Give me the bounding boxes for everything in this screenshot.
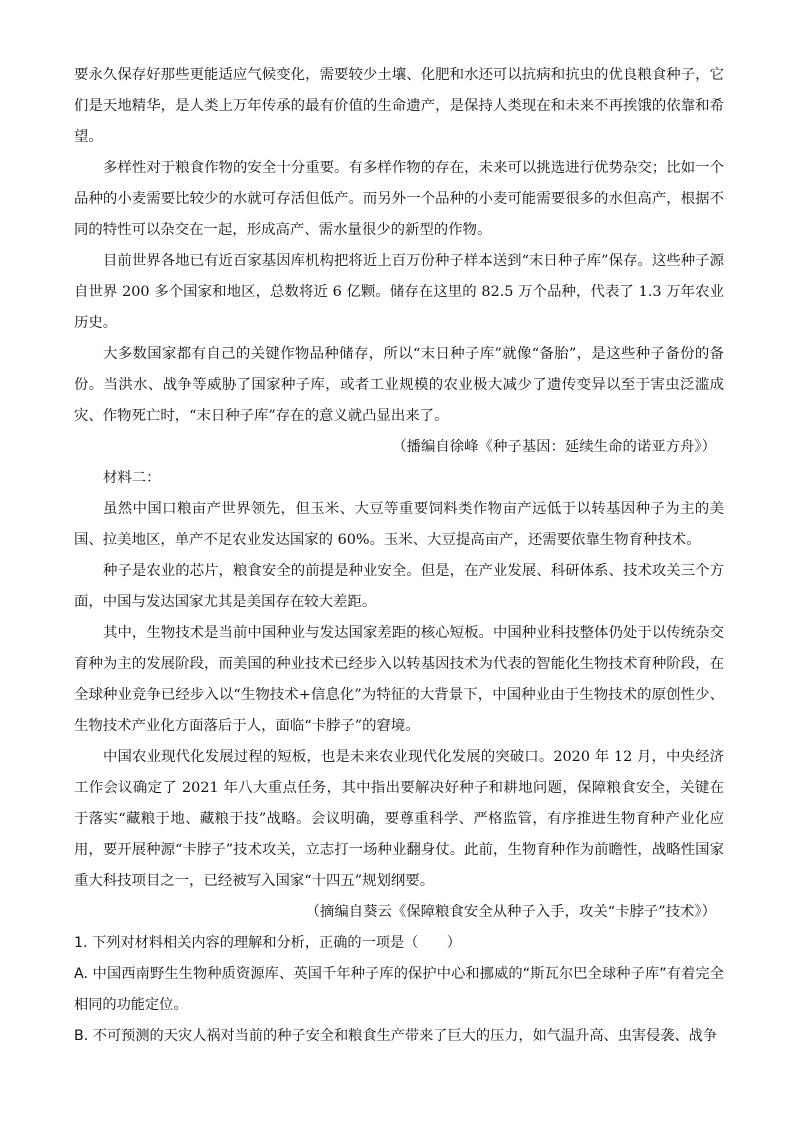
source-citation-1: （播编自徐峰《种子基因：延续生命的诺亚方舟》） bbox=[392, 439, 716, 455]
paragraph-seed-vault-stats: 目前世界各地已有近百家基因库机构把将近上百万份种子样本送到“末日种子库”保存。这些种子源自世界 200 多个国家和地区，总数将近 6 亿颗。储存在这里的 82.5 万个品种，代表了 1.3 万年农业历史。 bbox=[74, 253, 724, 331]
paragraph-biotech-gap: 其中，生物技术是当前中国种业与发达国家差距的核心短板。中国种业科技整体仍处于以传统杂交育种为主的发展阶段，而美国的种业技术已经步入以转基因技术为代表的智能化生物技术育种阶段，在全球种业竞争已经步入以“生物技术+信息化”为特征的大背景下，中国种业由于生物技术的原创性少、生物技术产业化方面落后于人，面临“卡脖子”的窘境。 bbox=[74, 625, 724, 734]
document-page bbox=[74, 60, 724, 1052]
source-citation-2: （摘编自葵云《保障粮食安全从种子入手，攻关“卡脖子”技术》） bbox=[305, 904, 716, 920]
paragraph-backup: 大多数国家都有自己的关键作物品种储存，所以“末日种子库”就像“备胎”，是这些种子备份的备份。当洪水、战争等威胁了国家种子库，或者工业规模的农业极大减少了遗传变异以至于害虫泛滥成灾、作物死亡时，“末日种子库”存在的意义就凸显出来了。 bbox=[74, 346, 724, 424]
paragraph-yield: 虽然中国口粮亩产世界领先，但玉米、大豆等重要饲料类作物亩产远低于以转基因种子为主的美国、拉美地区，单产不足农业发达国家的 60%。玉米、大豆提高亩产，还需要依靠生物育种技术。 bbox=[74, 501, 724, 548]
option-a: A. 中国西南野生生物种质资源库、英国千年种子库的保护中心和挪威的“斯瓦尔巴全球种子库”有着完全相同的功能定位。 bbox=[74, 966, 724, 1013]
paragraph-policy: 中国农业现代化发展过程的短板，也是未来农业现代化发展的突破口。2020 年 12 月，中央经济工作会议确定了 2021 年八大重点任务，其中指出要解决好种子和耕地问题，保障粮食安全，关键在于落实“藏粮于地、藏粮于技”战略。会议明确，要尊重科学、严格监管，有序推进生物育种产业化应用，要开展种源“卡脖子”技术攻关，立志打一场种业翻身仗。此前，生物育种作为前瞻性，战略性国家重大科技项目之一，已经被写入国家“十四五”规划纲要。 bbox=[74, 749, 724, 889]
option-b: B. 不可预测的天灾人祸对当前的种子安全和粮食生产带来了巨大的压力，如气温升高、虫害侵袭、战争 bbox=[74, 1028, 718, 1044]
paragraph-seed-value: 要永久保存好那些更能适应气候变化，需要较少土壤、化肥和水还可以抗病和抗虫的优良粮食种子，它们是天地精华，是人类上万年传承的最有价值的生命遗产，是保持人类现在和未来不再挨饿的依靠和希望。 bbox=[74, 67, 724, 145]
question-stem: 1. 下列对材料相关内容的理解和分析，正确的一项是（ ） bbox=[74, 935, 461, 951]
paragraph-chip: 种子是农业的芯片，粮食安全的前提是种业安全。但是，在产业发展、科研体系、技术攻关三个方面，中国与发达国家尤其是美国存在较大差距。 bbox=[74, 563, 724, 610]
material-2-label: 材料二： bbox=[103, 470, 161, 486]
question-1 bbox=[74, 928, 724, 1052]
paragraph-diversity: 多样性对于粮食作物的安全十分重要。有多样作物的存在，未来可以挑选进行优势杂交；比如一个品种的小麦需要比较少的水就可存活但低产。而另外一个品种的小麦可能需要很多的水但高产，根据不同的特性可以杂交在一起，形成高产、需水量很少的新型的作物。 bbox=[74, 160, 724, 238]
